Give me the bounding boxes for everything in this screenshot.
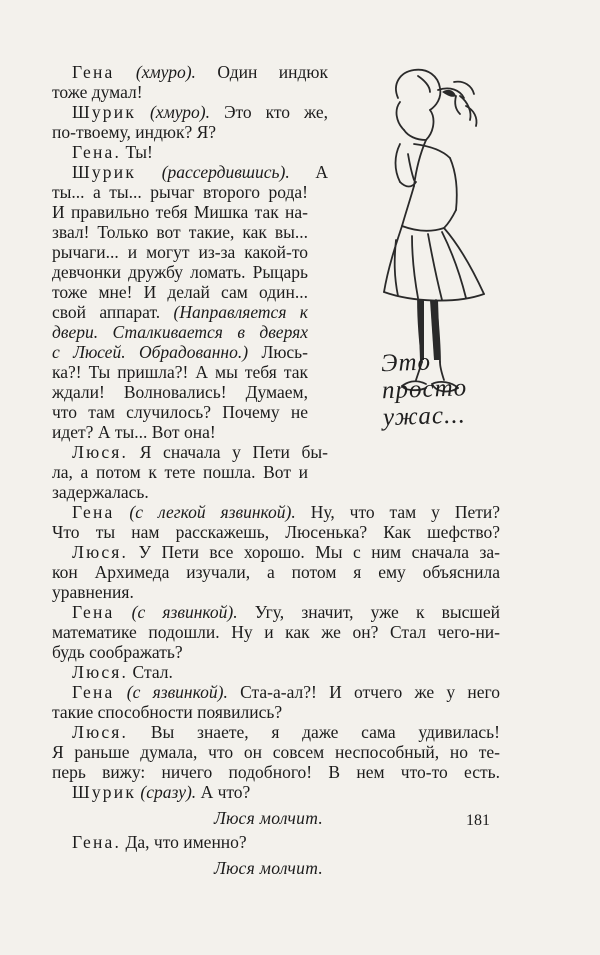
text-line: по-твоему, индюк? Я? — [52, 122, 217, 142]
text-line — [72, 602, 500, 622]
text-line — [72, 662, 500, 682]
text-line: звал! Только вот такие, как вы... — [52, 222, 308, 242]
speaker-name: Люся. — [72, 722, 129, 742]
stage-direction: Люся молчит. — [214, 808, 324, 828]
dialogue-text: Стал. — [132, 662, 173, 682]
text-line: И правильно тебя Мишка так на- — [52, 202, 308, 222]
dialogue-text: Вы знаете, я даже сама удивилась! — [150, 722, 500, 742]
text-line — [72, 162, 328, 182]
stage-direction: (хмуро). — [135, 62, 196, 82]
speaker-name: Люся. — [72, 542, 129, 562]
text-line — [72, 102, 328, 122]
speaker-name: Люся. — [72, 442, 129, 462]
dialogue-text: Один индюк — [217, 62, 329, 82]
text-line — [52, 302, 308, 322]
text-line: ла, а потом к тете пошла. Вот и — [52, 462, 308, 482]
caption-line: ужас... — [382, 401, 467, 432]
dialogue-text: Ну, что там у Пети? — [310, 502, 501, 522]
stage-direction: (с язвинкой). — [126, 682, 228, 702]
dialogue-text: Это кто же, — [223, 102, 329, 122]
text-line: рычаги... и могут из-за какой-то — [52, 242, 308, 262]
text-line: будь соображать? — [52, 642, 183, 662]
text-line — [52, 342, 308, 362]
text-line: тоже думал! — [52, 82, 143, 102]
text-line — [72, 682, 500, 702]
text-line: ждали! Волновались! Думаем, — [52, 382, 308, 402]
stage-direction: (Направляется к — [173, 302, 308, 322]
speaker-name: Гена — [72, 682, 115, 702]
dialogue-text: Да, что именно? — [125, 832, 247, 852]
text-line: Что ты нам расскажешь, Люсенька? Как шефство? — [52, 522, 500, 542]
dialogue-text: А что? — [200, 782, 251, 802]
speaker-name: Гена. — [72, 832, 122, 852]
text-line: девчонки дружбу ломать. Рыцарь — [52, 262, 308, 282]
text-line: ты... а ты... рычаг второго рода! — [52, 182, 308, 202]
text-line: что там случилось? Почему не — [52, 402, 308, 422]
speaker-name: Шурик — [72, 782, 137, 802]
text-line: тоже мне! И делай сам один... — [52, 282, 308, 302]
text-line: ка?! Ты пришла?! А мы тебя так — [52, 362, 308, 382]
page-number: 181 — [466, 812, 490, 829]
text-line — [72, 502, 500, 522]
dialogue-text: Угу, значит, уже к высшей — [254, 602, 501, 622]
speaker-name: Шурик — [72, 162, 137, 182]
speaker-name: Гена. — [72, 142, 122, 162]
dialogue-text: свой аппарат. — [52, 302, 161, 322]
speaker-name: Шурик — [72, 102, 137, 122]
text-line — [72, 832, 500, 852]
caption-line: Это — [380, 348, 432, 378]
text-line: Я раньше думала, что он совсем неспособный, но те- — [52, 742, 500, 762]
stage-direction: (хмуро). — [149, 102, 210, 122]
stage-direction: с Люсей. Обрадованно.) — [52, 342, 249, 362]
text-line: перь вижу: ничего подобного! В нем что-то есть. — [52, 762, 500, 782]
text-line — [72, 62, 328, 82]
speaker-name: Гена — [72, 62, 115, 82]
text-line: математике подошли. Ну и как же он? Стал чего-ни- — [52, 622, 500, 642]
stage-direction: Люся молчит. — [214, 858, 324, 878]
text-line — [72, 142, 328, 162]
speaker-name: Гена — [72, 502, 115, 522]
stage-direction: (с легкой язвинкой). — [129, 502, 296, 522]
stage-direction: (рассердившись). — [161, 162, 290, 182]
speaker-name: Люся. — [72, 662, 129, 682]
text-line — [72, 542, 500, 562]
dialogue-text: У Пети все хорошо. Мы с ним сначала за- — [138, 542, 501, 562]
stage-direction: (с язвинкой). — [131, 602, 238, 622]
stage-direction: (сразу). — [140, 782, 197, 802]
dialogue-text: Я сначала у Пети бы- — [139, 442, 328, 462]
text-line: уравнения. — [52, 582, 134, 602]
text-line: идет? А ты... Вот она! — [52, 422, 216, 442]
caption-line: просто — [381, 374, 468, 405]
text-line — [72, 782, 500, 802]
dialogue-text: Ста-а-ал?! И отчего же у него — [240, 682, 501, 702]
dialogue-text: Ты! — [125, 142, 153, 162]
text-line: кон Архимеда изучали, а потом я ему объяснила — [52, 562, 500, 582]
stage-direction: двери. Сталкивается в дверях — [52, 322, 308, 342]
illustration-caption — [381, 346, 514, 431]
speaker-name: Гена — [72, 602, 115, 622]
text-line — [72, 722, 500, 742]
text-line: задержалась. — [52, 482, 149, 502]
text-line — [72, 442, 328, 462]
dialogue-text: А — [315, 162, 328, 182]
dialogue-text: Люсь- — [261, 342, 308, 362]
text-line: такие способности появились? — [52, 702, 283, 722]
